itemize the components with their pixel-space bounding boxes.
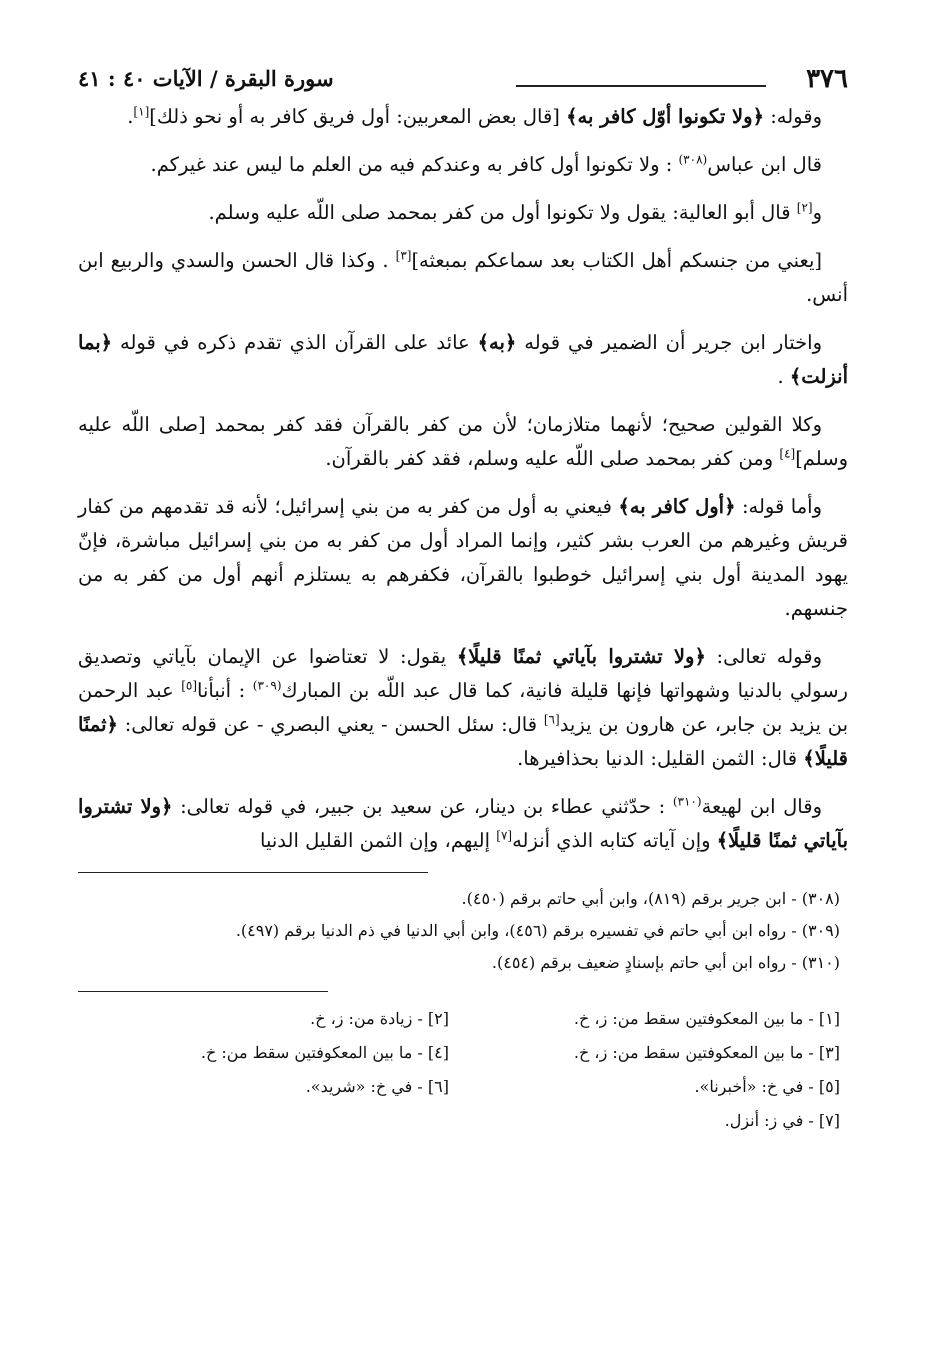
footnote-308: (٣٠٨) - ابن جرير برقم (٨١٩)، وابن أبي حاتم برقم (٤٥٠). <box>461 889 840 908</box>
paragraph-2 <box>78 148 848 182</box>
text-run: : حدّثني عطاء بن دينار، عن سعيد بن جبير، في قوله تعالى: <box>172 795 673 818</box>
footnotes <box>78 883 848 979</box>
text-run: إليهم، وإن الثمن القليل الدنيا <box>260 829 497 852</box>
text-run: وكلا القولين صحيح؛ لأنهما متلازمان؛ لأن من كفر بالقرآن فقد كفر بمحمد [صلى اللّه عليه وسلم] <box>78 413 848 470</box>
text-run: قال أبو العالية: يقول ولا تكونوا أول من كفر بمحمد صلى اللّه عليه وسلم. <box>208 201 797 224</box>
paragraph-6 <box>78 408 848 476</box>
text-run: . وكذا قال الحسن والسدي والربيع ابن أنس. <box>78 249 848 306</box>
manuscript-note: [٥] - في خ: «أخبرنا». <box>694 1077 840 1096</box>
manuscript-note: [٤] - ما بين المعكوفتين سقط من: خ. <box>200 1043 449 1062</box>
text-run: . <box>777 365 790 388</box>
paragraph-9 <box>78 790 848 858</box>
quran-quote: ﴿ثمنًا قليلًا﴾ <box>78 713 848 770</box>
manuscript-note: [٦] - في خ: «شريد». <box>305 1077 449 1096</box>
page-header <box>78 60 848 100</box>
quran-quote: ﴿ولا تشتروا بآياتي ثمنًا قليلًا﴾ <box>456 645 706 668</box>
text-run: . <box>127 105 134 128</box>
note-ref: [١] <box>133 104 150 119</box>
paragraph-8 <box>78 640 848 776</box>
note-ref: [٧] <box>496 828 513 843</box>
footnote-ref: (٣١٠) <box>672 794 702 809</box>
footnote-divider <box>78 872 428 873</box>
footnote-310: (٣١٠) - رواه ابن أبي حاتم بإسنادٍ ضعيف برقم (٤٥٤). <box>491 953 840 972</box>
manuscript-notes <box>78 1002 848 1138</box>
note-ref: [٦] <box>543 712 560 727</box>
paragraph-1 <box>78 100 848 134</box>
text-run: و <box>812 201 822 224</box>
text-run: [يعني من جنسكم أهل الكتاب بعد سماعكم بمبعثه] <box>411 249 822 272</box>
text-run: ومن كفر بمحمد صلى اللّه عليه وسلم، فقد كفر بالقرآن. <box>325 447 780 470</box>
text-run: عائد على القرآن الذي تقدم ذكره في قوله <box>112 331 478 354</box>
header-rule <box>516 85 766 87</box>
footnote-309: (٣٠٩) - رواه ابن أبي حاتم في تفسيره برقم (٤٥٦)، وابن أبي الدنيا في ذم الدنيا برقم (٤٩٧). <box>235 921 840 940</box>
quran-quote: ﴿أول كافر به﴾ <box>618 495 736 518</box>
manuscript-note: [٢] - زيادة من: ز، خ. <box>310 1009 449 1028</box>
running-title: سورة البقرة / الآيات ٤٠ : ٤١ <box>78 66 334 91</box>
text-run: وإن آياته كتابه الذي أنزله <box>512 829 717 852</box>
text-run: قال: سئل الحسن - يعني البصري - عن قوله تعالى: <box>117 713 544 736</box>
quran-quote: ﴿بما أنزلت﴾ <box>78 331 848 388</box>
text-run: وقال ابن لهيعة <box>701 795 822 818</box>
text-run: فيعني به أول من كفر به من بني إسرائيل؛ لأنه قد تقدمهم من كفار قريش وغيرهم من العرب بشر كثير، وإنما المراد أول من كفر به من بني إسرائيل مباشرة، فإنّ يهود المدينة أول بني إسرائيل خوطبوا بالقرآن، فكفرهم به يستلزم أنهم أول من كفر به من جنسهم. <box>78 495 848 620</box>
manuscript-note: [٣] - ما بين المعكوفتين سقط من: ز، خ. <box>573 1043 840 1062</box>
notes-divider <box>78 991 328 992</box>
footnote-ref: (٣٠٨) <box>678 152 708 167</box>
page-number: ٣٧٦ <box>806 64 848 94</box>
footnote-ref: (٣٠٩) <box>252 678 282 693</box>
text-run: قال ابن عباس <box>707 153 822 176</box>
body-text <box>78 100 848 858</box>
text-run: : أنبأنا <box>197 679 253 702</box>
text-run: وقوله تعالى: <box>705 645 822 668</box>
manuscript-note: [١] - ما بين المعكوفتين سقط من: ز، خ. <box>573 1009 840 1028</box>
note-ref: [٢] <box>796 200 813 215</box>
paragraph-7 <box>78 490 848 626</box>
note-ref: [٥] <box>181 678 198 693</box>
paragraph-4 <box>78 244 848 312</box>
text-run: وأما قوله: <box>735 495 822 518</box>
note-ref: [٣] <box>395 248 412 263</box>
text-run: [قال بعض المعربين: أول فريق كافر به أو نحو ذلك] <box>149 105 567 128</box>
text-run: يقول: لا تعتاضوا عن الإيمان بآياتي وتصديق رسولي بالدنيا وشهواتها فإنها قليلة فانية، كما قال عبد اللّه بن المبارك <box>78 645 848 702</box>
paragraph-3 <box>78 196 848 230</box>
text-run: وقوله: <box>764 105 822 128</box>
quran-quote: ﴿ولا تشتروا بآياتي ثمنًا قليلًا﴾ <box>78 795 848 852</box>
paragraph-5 <box>78 326 848 394</box>
text-run: قال: الثمن القليل: الدنيا بحذافيرها. <box>517 747 804 770</box>
note-ref: [٤] <box>779 446 796 461</box>
text-run: واختار ابن جرير أن الضمير في قوله <box>516 331 823 354</box>
text-run: : ولا تكونوا أول كافر به وعندكم فيه من العلم ما ليس عند غيركم. <box>150 153 679 176</box>
quran-quote: ﴿ولا تكونوا أوّل كافر به﴾ <box>566 105 765 128</box>
book-page <box>78 60 848 1138</box>
text-run: عبد الرحمن بن يزيد بن جابر، عن هارون بن يزيد <box>78 679 848 736</box>
quran-quote: ﴿به﴾ <box>477 331 517 354</box>
manuscript-note: [٧] - في ز: أنزل. <box>724 1111 840 1130</box>
